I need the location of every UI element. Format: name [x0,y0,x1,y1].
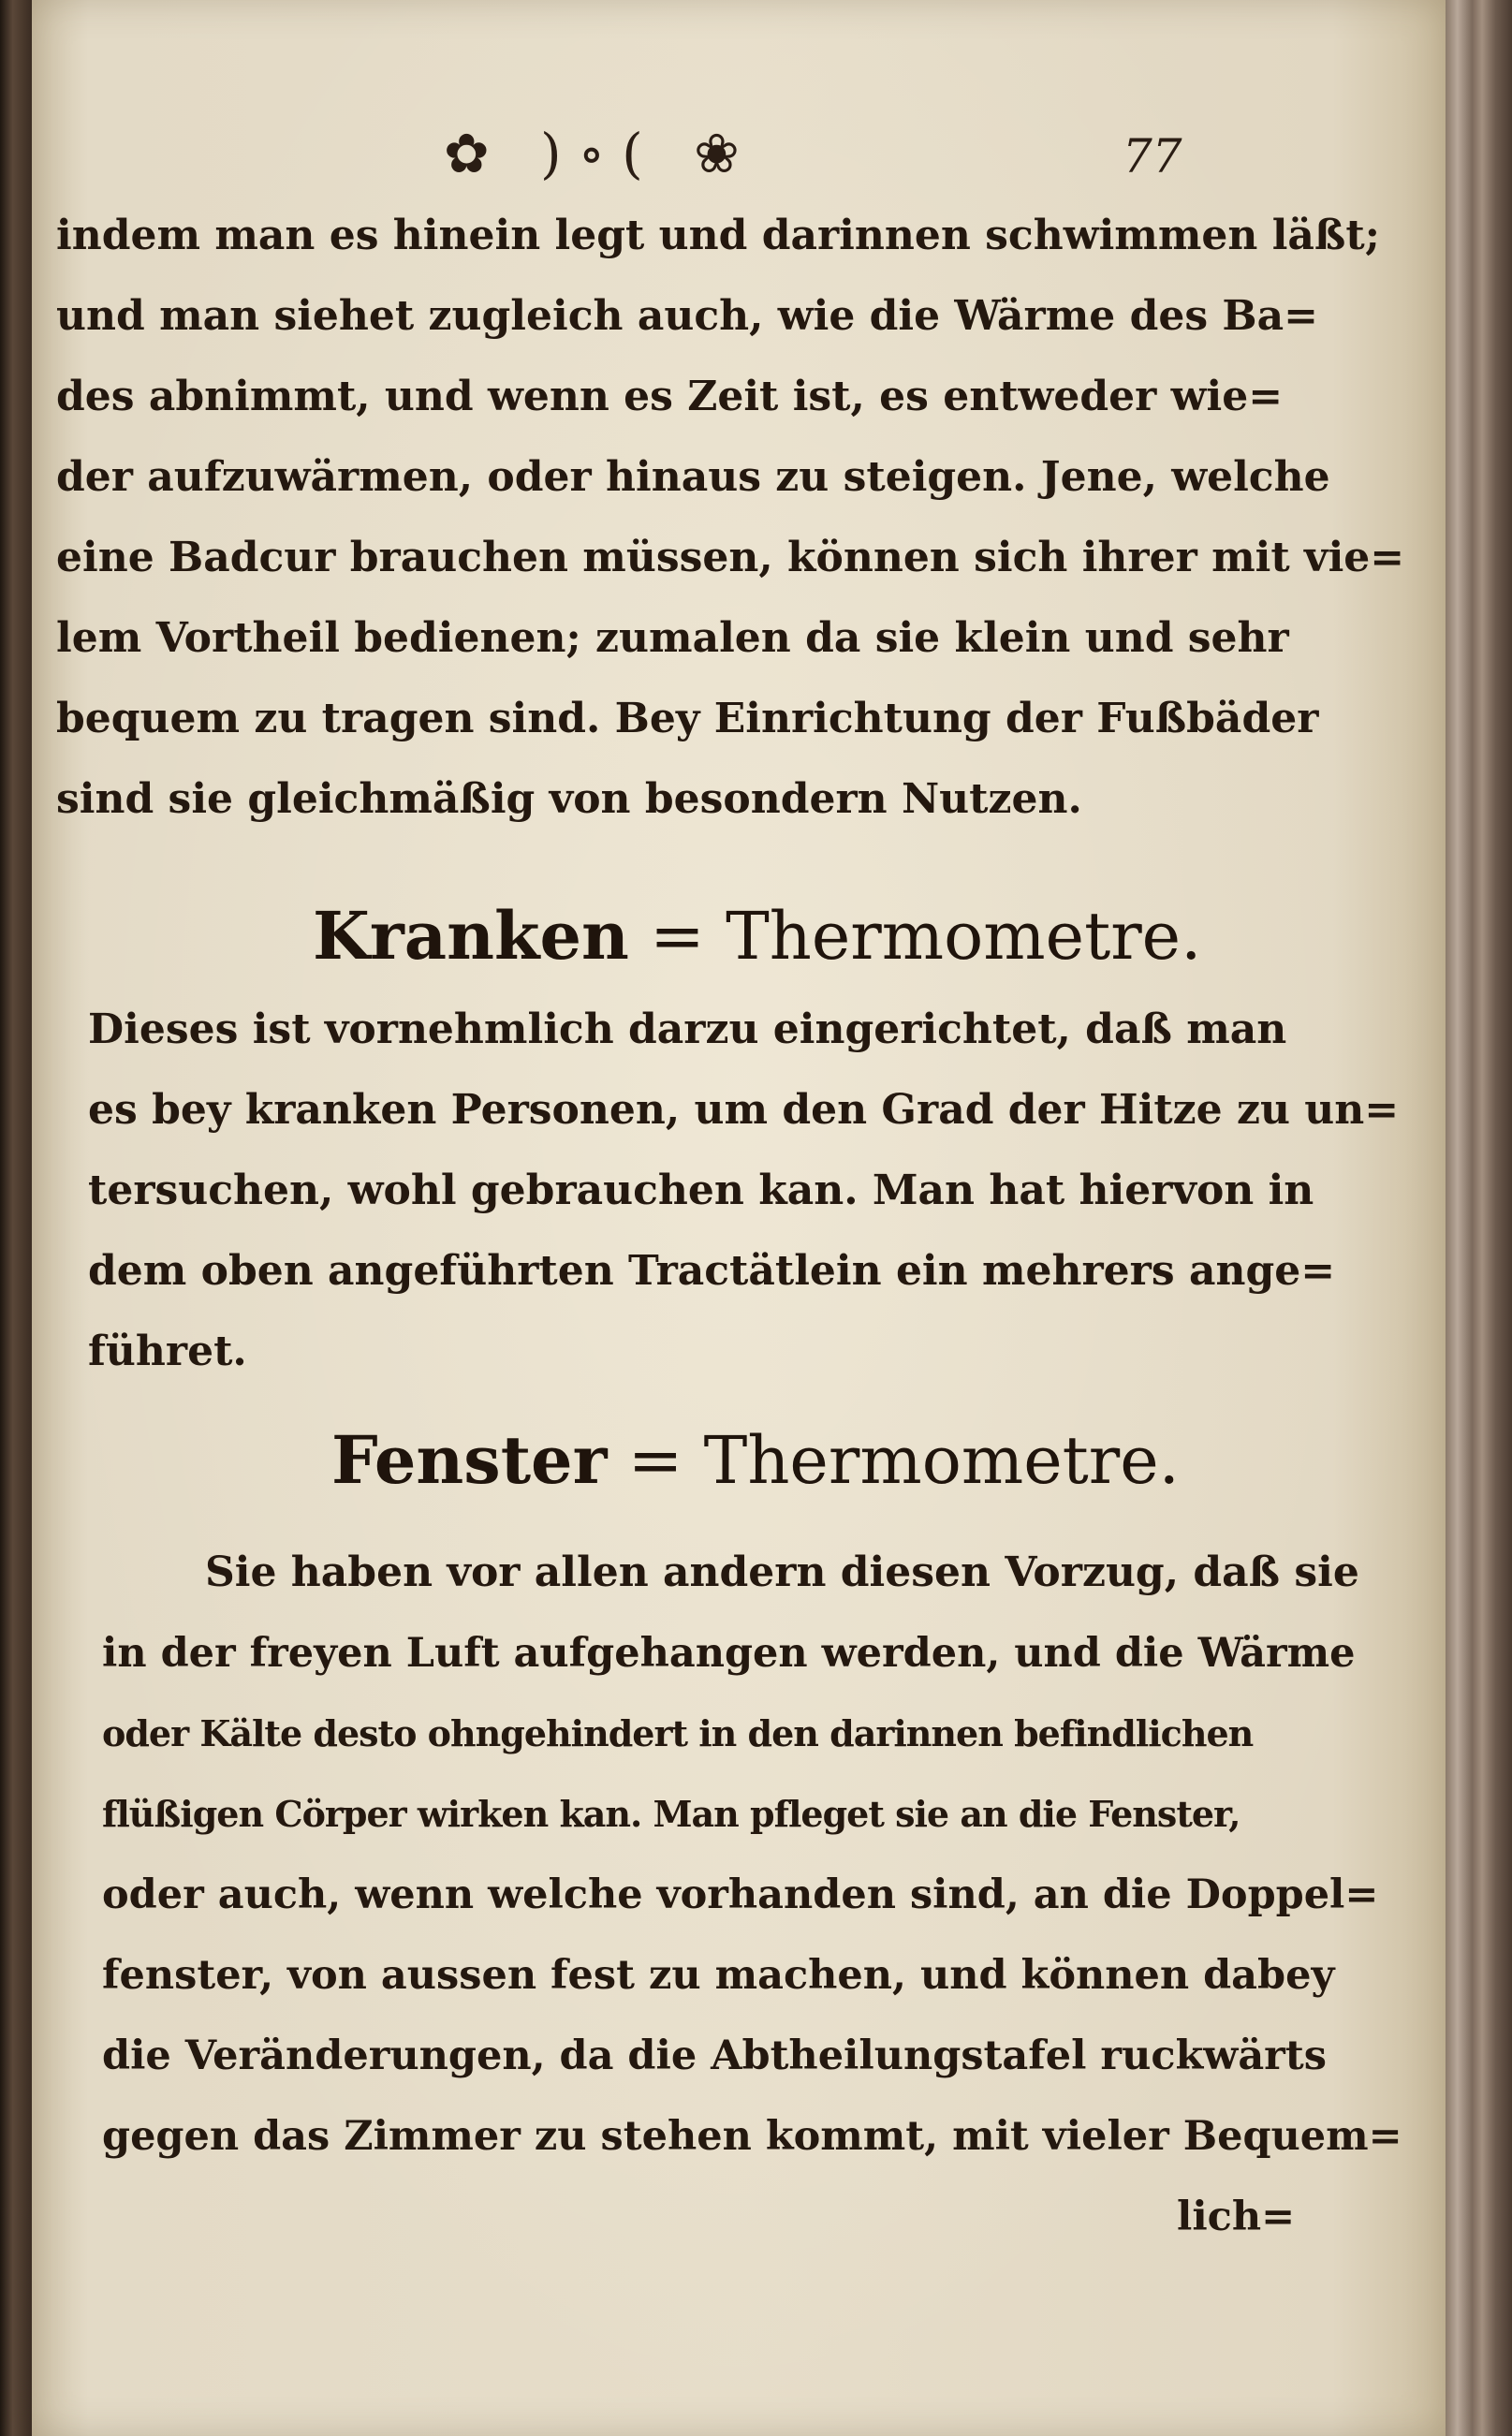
text-line: des abnimmt, und wenn es Zeit ist, es entweder wie= [56,373,1284,420]
page-number: 77 [1123,129,1182,183]
page-stack-edge [1446,0,1512,2436]
text-line: bequem zu tragen sind. Bey Einrichtung der Fußbäder [56,695,1319,742]
text-line: in der freyen Luft aufgehangen werden, und die Wärme [102,1630,1356,1677]
heading-latin-word: Thermometre. [726,898,1202,975]
text-line: die Veränderungen, da die Abtheilungstafel ruckwärts [102,2032,1327,2079]
text-line: eine Badcur brauchen müssen, können sich ihrer mit vie= [56,534,1405,581]
text-line: lem Vortheil bedienen; zumalen da sie klein und sehr [56,614,1289,662]
heading-separator: = [627,1422,683,1499]
section-heading-fenster [331,1418,1180,1503]
text-line: dem oben angeführten Tractätlein ein mehrers ange= [88,1247,1336,1295]
heading-separator: = [650,898,705,975]
text-line: gegen das Zimmer zu stehen kommt, mit vieler Bequem= [102,2113,1402,2160]
heading-latin-word: Thermometre. [703,1422,1180,1499]
text-line: Sie haben vor allen andern diesen Vorzug, daß sie [205,1548,1359,1596]
catchword: lich= [1177,2194,1296,2240]
text-line: indem man es hinein legt und darinnen schwimmen läßt; [56,212,1380,259]
section-heading-kranken [313,894,1201,978]
text-line: es bey kranken Personen, um den Grad der Hitze zu un= [88,1086,1400,1134]
text-line: tersuchen, wohl gebrauchen kan. Man hat hiervon in [88,1167,1314,1214]
text-line: sind sie gleichmäßig von besondern Nutzen. [56,775,1082,823]
page-sheet [32,0,1446,2436]
book-binding-shadow [0,0,32,2436]
section-body-fenster [102,1545,1431,2294]
page-header [32,122,1446,206]
heading-german-word: Kranken [313,897,629,975]
section-body-kranken [88,1002,1427,1404]
text-line: flüßigen Cörper wirken kan. Man pfleget sie an die Fenster, [102,1793,1240,1835]
heading-german-word: Fenster [331,1421,608,1499]
paragraph-continued [56,208,1423,844]
text-line: Dieses ist vornehmlich darzu eingerichtet, daß man [88,1005,1287,1053]
header-ornament-icon: ✿ )∘( ❀ [444,122,756,185]
text-line: fenster, von aussen fest zu machen, und können dabey [102,1952,1335,1999]
text-line: oder auch, wenn welche vorhanden sind, an die Doppel= [102,1871,1379,1918]
text-line: führet. [88,1328,247,1375]
text-line: der aufzuwärmen, oder hinaus zu steigen. Jene, welche [56,453,1330,501]
text-line: oder Kälte desto ohngehindert in den darinnen befindlichen [102,1712,1254,1754]
text-line: und man siehet zugleich auch, wie die Wärme des Ba= [56,292,1318,340]
